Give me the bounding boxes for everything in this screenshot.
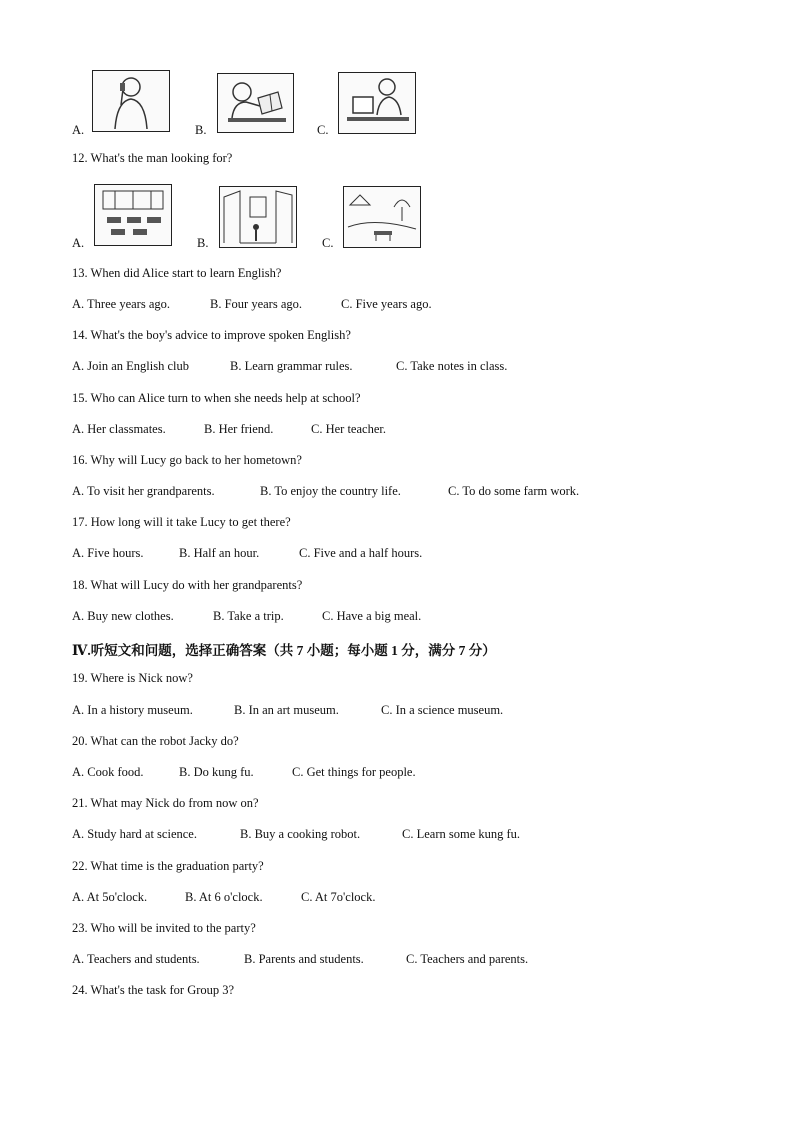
q20-option-c[interactable]: C. Get things for people. bbox=[292, 765, 416, 779]
q23-option-c[interactable]: C. Teachers and parents. bbox=[406, 952, 529, 966]
q17-option-c[interactable]: C. Five and a half hours. bbox=[299, 546, 423, 560]
q12-option-b-label[interactable]: B. bbox=[197, 236, 209, 250]
section-4-heading: Ⅳ.听短文和问题，选择正确答案（共 7 小题；每小题 1 分，满分 7 分） bbox=[72, 643, 496, 658]
q14-option-a[interactable]: A. Join an English club bbox=[72, 359, 190, 373]
classroom-illustration bbox=[94, 184, 172, 246]
q13-option-b[interactable]: B. Four years ago. bbox=[210, 297, 302, 311]
q16-option-c[interactable]: C. To do some farm work. bbox=[448, 484, 580, 498]
q14-option-c[interactable]: C. Take notes in class. bbox=[396, 359, 508, 373]
q17-option-b[interactable]: B. Half an hour. bbox=[179, 546, 260, 560]
q22-option-c[interactable]: C. At 7o'clock. bbox=[301, 890, 376, 904]
q22-option-b[interactable]: B. At 6 o'clock. bbox=[185, 890, 263, 904]
q18-option-c[interactable]: C. Have a big meal. bbox=[322, 609, 422, 623]
q21-option-c[interactable]: C. Learn some kung fu. bbox=[402, 827, 521, 841]
q11-option-a-label[interactable]: A. bbox=[72, 123, 85, 137]
question-24: 24. What's the task for Group 3? bbox=[72, 983, 235, 997]
q17-option-a[interactable]: A. Five hours. bbox=[72, 546, 144, 560]
boy-reading-illustration bbox=[217, 73, 294, 133]
q12-option-c-label[interactable]: C. bbox=[322, 236, 334, 250]
person-at-computer-illustration bbox=[338, 72, 416, 134]
q15-option-c[interactable]: C. Her teacher. bbox=[311, 422, 386, 436]
question-18: 18. What will Lucy do with her grandparents? bbox=[72, 578, 303, 592]
q19-option-c[interactable]: C. In a science museum. bbox=[381, 703, 504, 717]
q15-option-b[interactable]: B. Her friend. bbox=[204, 422, 274, 436]
q11-option-c-label[interactable]: C. bbox=[317, 123, 329, 137]
q18-option-a[interactable]: A. Buy new clothes. bbox=[72, 609, 174, 623]
q16-option-a[interactable]: A. To visit her grandparents. bbox=[72, 484, 215, 498]
question-23: 23. Who will be invited to the party? bbox=[72, 921, 256, 935]
q21-option-a[interactable]: A. Study hard at science. bbox=[72, 827, 197, 841]
q23-option-a[interactable]: A. Teachers and students. bbox=[72, 952, 200, 966]
q23-option-b[interactable]: B. Parents and students. bbox=[244, 952, 364, 966]
q13-option-c[interactable]: C. Five years ago. bbox=[341, 297, 432, 311]
q16-option-b[interactable]: B. To enjoy the country life. bbox=[260, 484, 401, 498]
q14-option-b[interactable]: B. Learn grammar rules. bbox=[230, 359, 353, 373]
q20-option-a[interactable]: A. Cook food. bbox=[72, 765, 144, 779]
q12-option-a-label[interactable]: A. bbox=[72, 236, 85, 250]
q11-option-b-label[interactable]: B. bbox=[195, 123, 207, 137]
q19-option-a[interactable]: A. In a history museum. bbox=[72, 703, 193, 717]
question-14: 14. What's the boy's advice to improve spoken English? bbox=[72, 328, 351, 342]
q13-option-a[interactable]: A. Three years ago. bbox=[72, 297, 170, 311]
q22-option-a[interactable]: A. At 5o'clock. bbox=[72, 890, 148, 904]
question-20: 20. What can the robot Jacky do? bbox=[72, 734, 239, 748]
question-22: 22. What time is the graduation party? bbox=[72, 859, 264, 873]
q21-option-b[interactable]: B. Buy a cooking robot. bbox=[240, 827, 361, 841]
man-on-phone-illustration bbox=[92, 70, 170, 132]
q19-option-b[interactable]: B. In an art museum. bbox=[234, 703, 339, 717]
question-13: 13. When did Alice start to learn English? bbox=[72, 266, 282, 280]
question-19: 19. Where is Nick now? bbox=[72, 671, 193, 685]
q20-option-b[interactable]: B. Do kung fu. bbox=[179, 765, 254, 779]
question-21: 21. What may Nick do from now on? bbox=[72, 796, 259, 810]
park-illustration bbox=[343, 186, 421, 248]
question-17: 17. How long will it take Lucy to get there? bbox=[72, 515, 291, 529]
q18-option-b[interactable]: B. Take a trip. bbox=[213, 609, 284, 623]
q15-option-a[interactable]: A. Her classmates. bbox=[72, 422, 166, 436]
question-12: 12. What's the man looking for? bbox=[72, 151, 233, 165]
shopping-street-illustration bbox=[219, 186, 297, 248]
question-16: 16. Why will Lucy go back to her hometown? bbox=[72, 453, 302, 467]
question-15: 15. Who can Alice turn to when she needs help at school? bbox=[72, 391, 361, 405]
